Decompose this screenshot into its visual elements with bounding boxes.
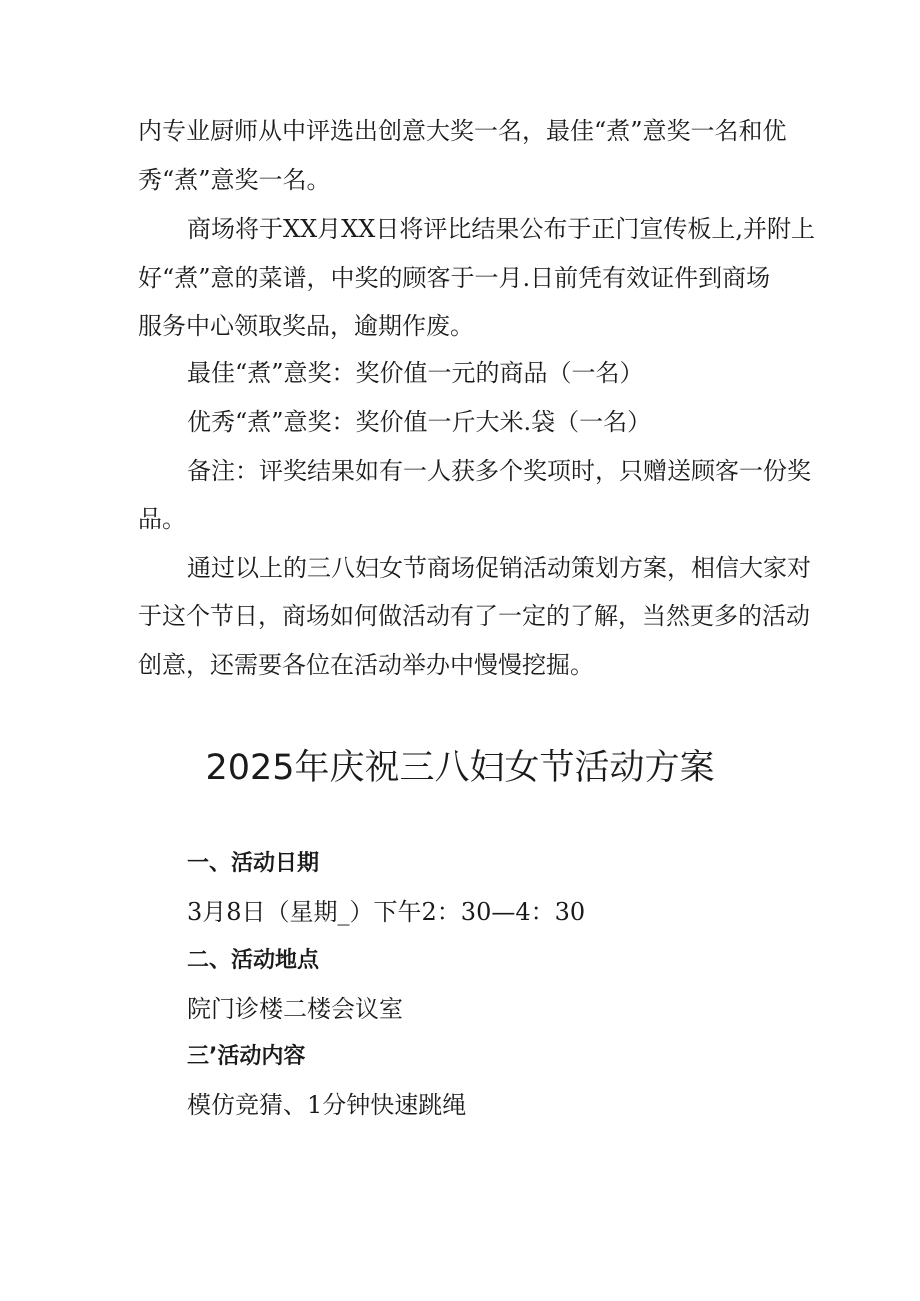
conclusion-line: 于这个节日，商场如何做活动有了一定的了解，当然更多的活动 [138, 602, 810, 630]
note-line: 备注：评奖结果如有一人获多个奖项时，只赠送顾客一份奖 [187, 457, 811, 485]
note-line: 品。 [138, 505, 186, 533]
paragraph-line: 内专业厨师从中评选出创意大奖一名，最佳“煮”意奖一名和优 [138, 117, 787, 145]
section-heading-date: 一、活动日期 [187, 851, 320, 876]
paragraph-line: 服务中心领取奖品，逾期作废。 [138, 312, 474, 340]
prize-best-line: 最佳“煮”意奖：奖价值一元的商品（一名） [187, 359, 644, 387]
section-heading-content: 三’活动内容 [187, 1044, 306, 1069]
prize-good-line: 优秀“煮”意奖：奖价值一斤大米.袋（一名） [187, 408, 652, 436]
paragraph-line: 好“煮”意的菜谱，中奖的顾客于一月.日前凭有效证件到商场 [138, 264, 771, 292]
section-body-content: 模仿竞猜、1分钟快速跳绳 [187, 1091, 467, 1119]
section-body-location: 院门诊楼二楼会议室 [187, 995, 403, 1023]
paragraph-line: 秀“煮”意奖一名。 [138, 166, 331, 194]
document-title: 2025年庆祝三八妇女节活动方案 [205, 748, 715, 788]
section-heading-location: 二、活动地点 [187, 948, 320, 973]
section-body-date: 3月8日（星期_）下午2：30—4：30 [187, 898, 586, 926]
conclusion-line: 创意，还需要各位在活动举办中慢慢挖掘。 [138, 651, 594, 679]
conclusion-line: 通过以上的三八妇女节商场促销活动策划方案，相信大家对 [187, 554, 811, 582]
paragraph-line: 商场将于XX月XX日将评比结果公布于正门宣传板上,并附上 [187, 215, 815, 243]
